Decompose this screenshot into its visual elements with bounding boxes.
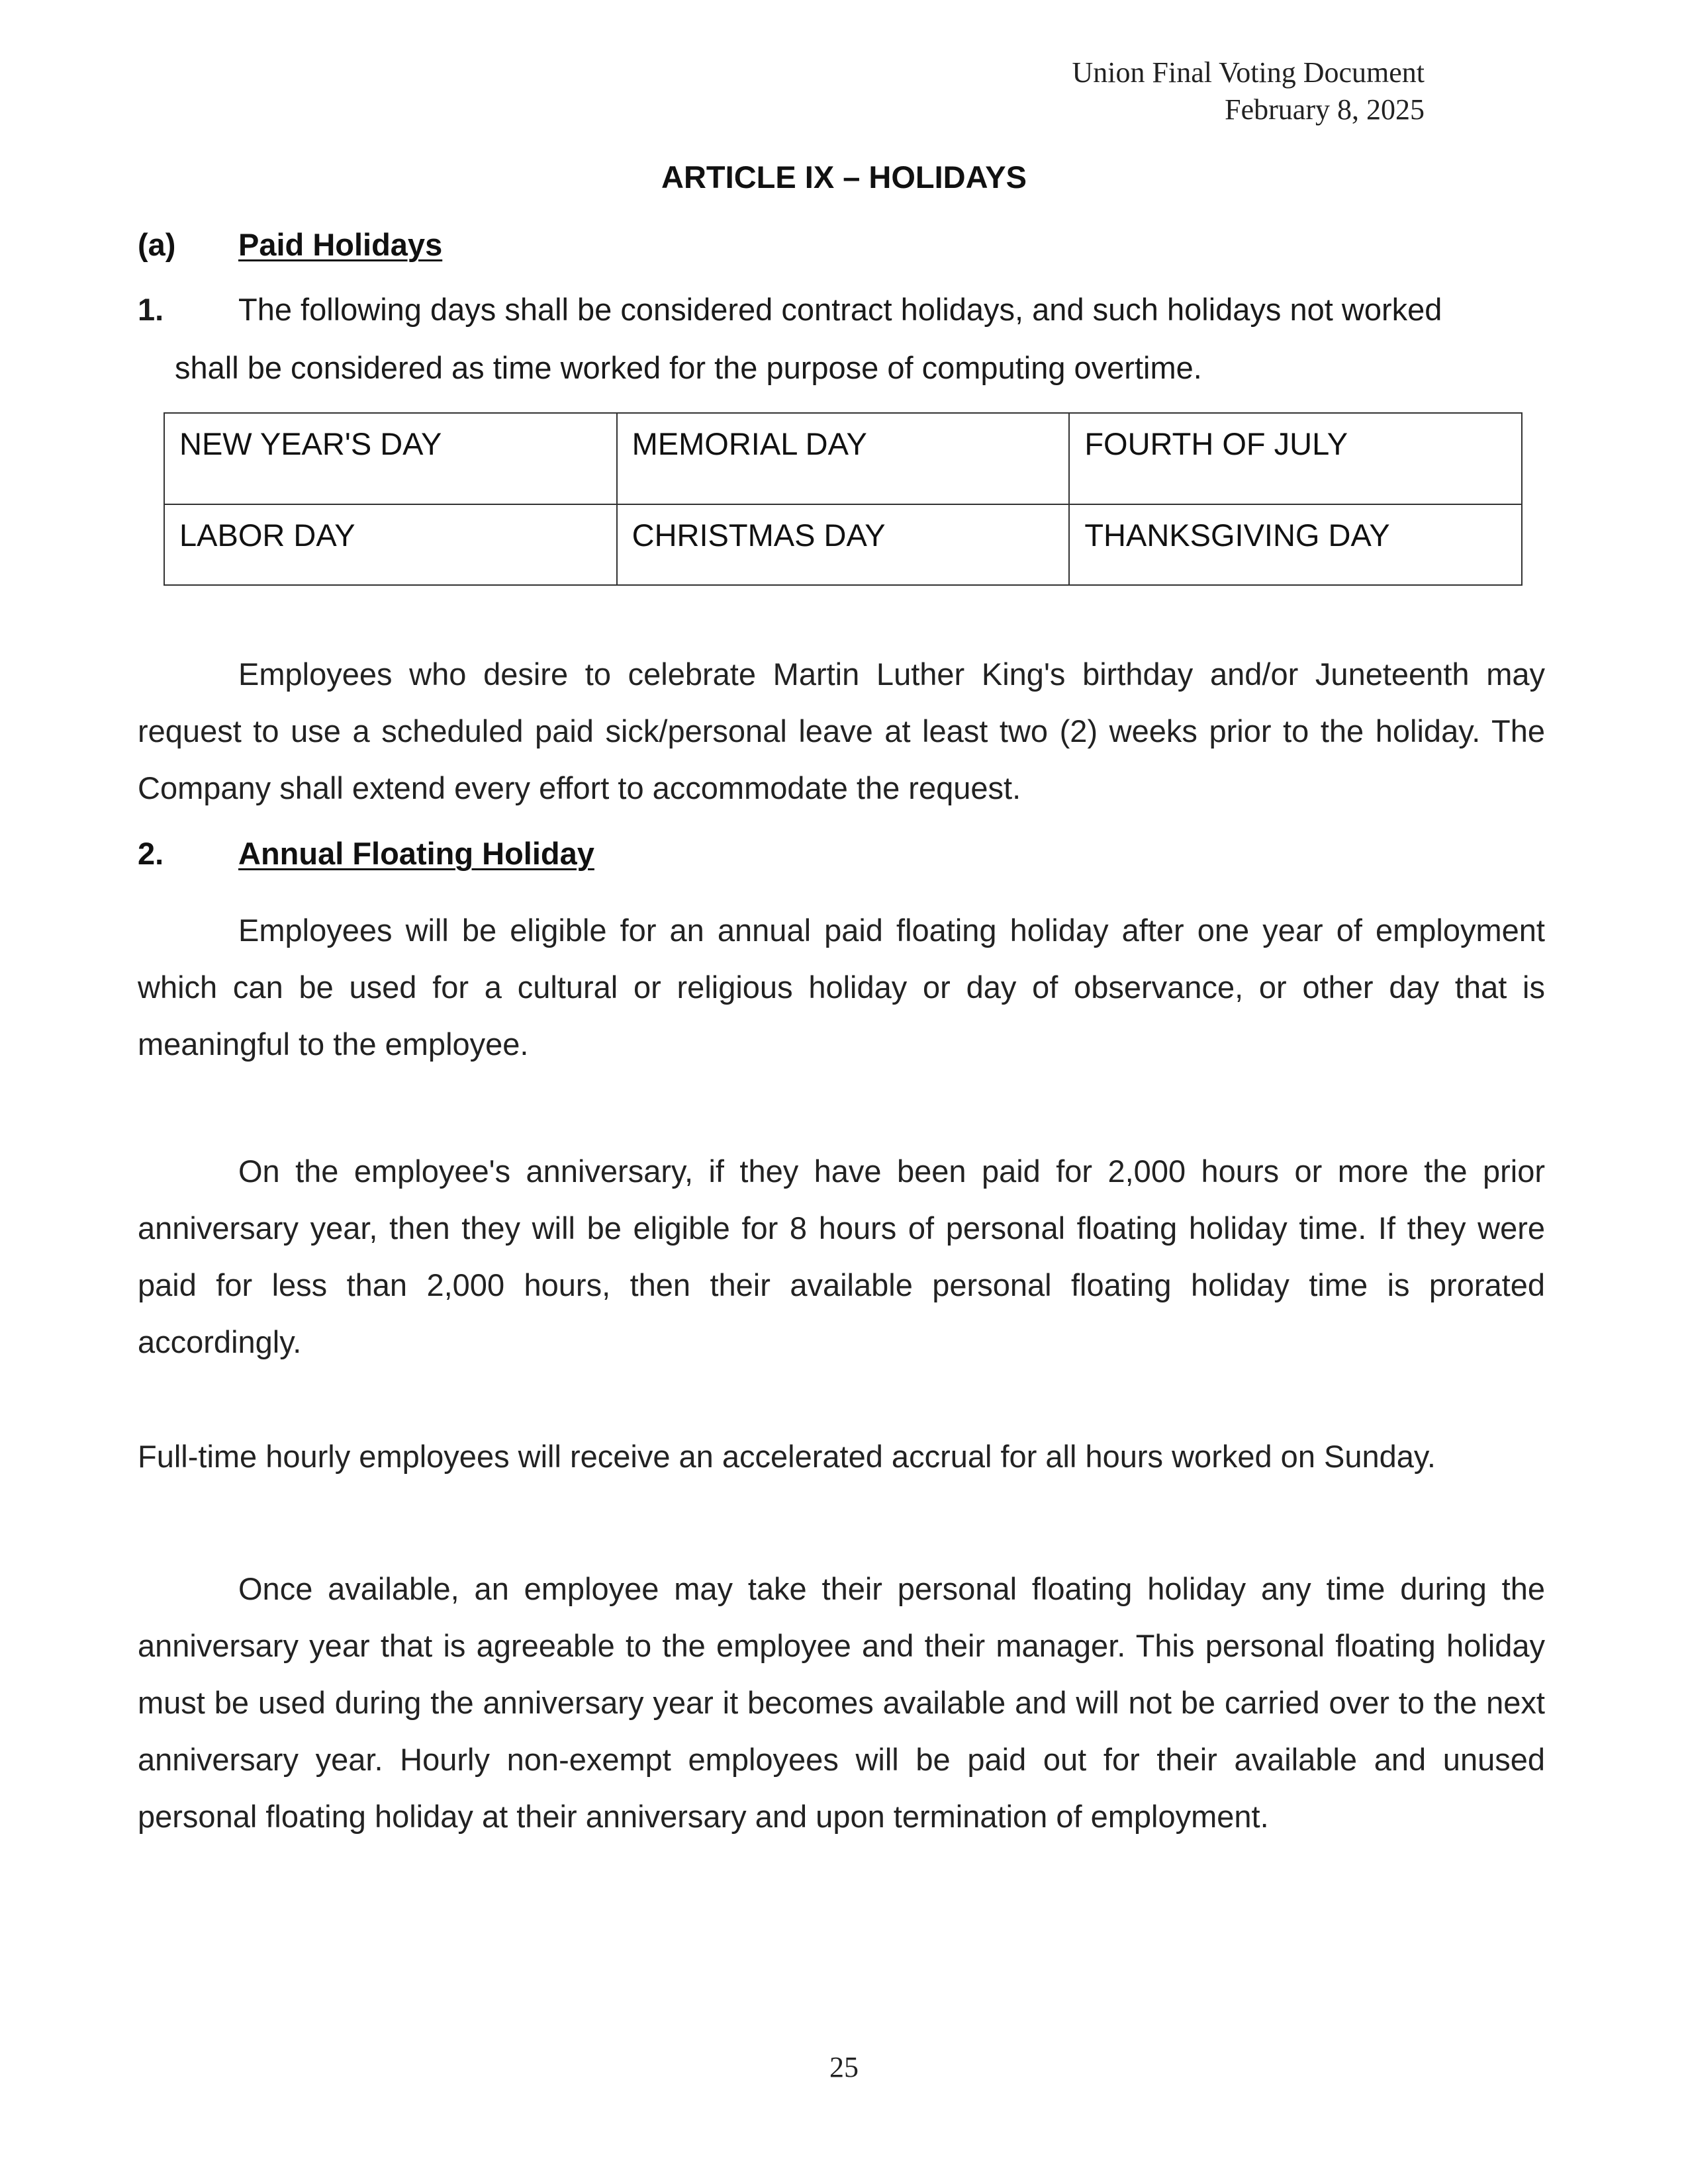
item-1-number: 1. bbox=[138, 292, 164, 327]
floating-paragraph-3 bbox=[138, 1561, 1545, 1845]
table-row bbox=[164, 504, 1522, 585]
item-1-text-line2: shall be considered as time worked for the purpose of computing overtime. bbox=[175, 350, 1202, 385]
fulltime-accrual-line: Full-time hourly employees will receive an accelerated accrual for all hours worked on Sunday. bbox=[138, 1439, 1436, 1474]
table-cell: LABOR DAY bbox=[164, 504, 617, 585]
table-cell: CHRISTMAS DAY bbox=[617, 504, 1070, 585]
item-1-text-line1: The following days shall be considered contract holidays, and such holidays not worked bbox=[238, 292, 1442, 327]
floating-paragraph-2-text: On the employee's anniversary, if they have been paid for 2,000 hours or more the prior anniversary year, then they will be eligible for 8 hours of personal floating holiday time. If they were paid for less than 2,000 hours, then their available personal floating holiday time is prorated accordingly. bbox=[138, 1154, 1545, 1359]
table-row bbox=[164, 413, 1522, 504]
section-a-heading bbox=[138, 225, 442, 265]
section-a-title: Paid Holidays bbox=[238, 227, 443, 262]
item-1-first-line bbox=[138, 281, 1545, 339]
table-cell: MEMORIAL DAY bbox=[617, 413, 1070, 504]
section-2-title: Annual Floating Holiday bbox=[238, 836, 594, 871]
floating-paragraph-1-text: Employees will be eligible for an annual paid floating holiday after one year of employment which can be used for a cultural or religious holiday or day of observance, or other day that is meaningful to the employee. bbox=[138, 913, 1545, 1062]
floating-paragraph-1 bbox=[138, 902, 1545, 1073]
article-title: ARTICLE IX – HOLIDAYS bbox=[661, 159, 1027, 195]
table-cell: NEW YEAR'S DAY bbox=[164, 413, 617, 504]
floating-paragraph-2 bbox=[138, 1143, 1545, 1371]
section-2-heading bbox=[138, 834, 594, 874]
holidays-table bbox=[164, 412, 1523, 586]
floating-paragraph-3-text: Once available, an employee may take their personal floating holiday any time during the anniversary year that is agreeable to the employee and their manager. This personal floating holiday must be used during the anniversary year it becomes available and will not be carried over to the next anniversary year. Hourly non-exempt employees will be paid out for their available and unused personal floating holiday at their anniversary and upon termination of employment. bbox=[138, 1571, 1545, 1834]
section-2-number: 2. bbox=[138, 836, 164, 871]
document-header bbox=[1072, 54, 1425, 128]
header-date: February 8, 2025 bbox=[1225, 93, 1425, 126]
header-title: Union Final Voting Document bbox=[1072, 56, 1425, 89]
table-cell: FOURTH OF JULY bbox=[1069, 413, 1522, 504]
section-a-label: (a) bbox=[138, 227, 176, 262]
page-number: 25 bbox=[829, 2051, 859, 2083]
table-cell: THANKSGIVING DAY bbox=[1069, 504, 1522, 585]
mlk-paragraph-text: Employees who desire to celebrate Martin Luther King's birthday and/or Juneteenth may request to use a scheduled paid sick/personal leave at least two (2) weeks prior to the holiday. The Company shall extend every effort to accommodate the request. bbox=[138, 657, 1545, 805]
mlk-paragraph bbox=[138, 646, 1545, 817]
